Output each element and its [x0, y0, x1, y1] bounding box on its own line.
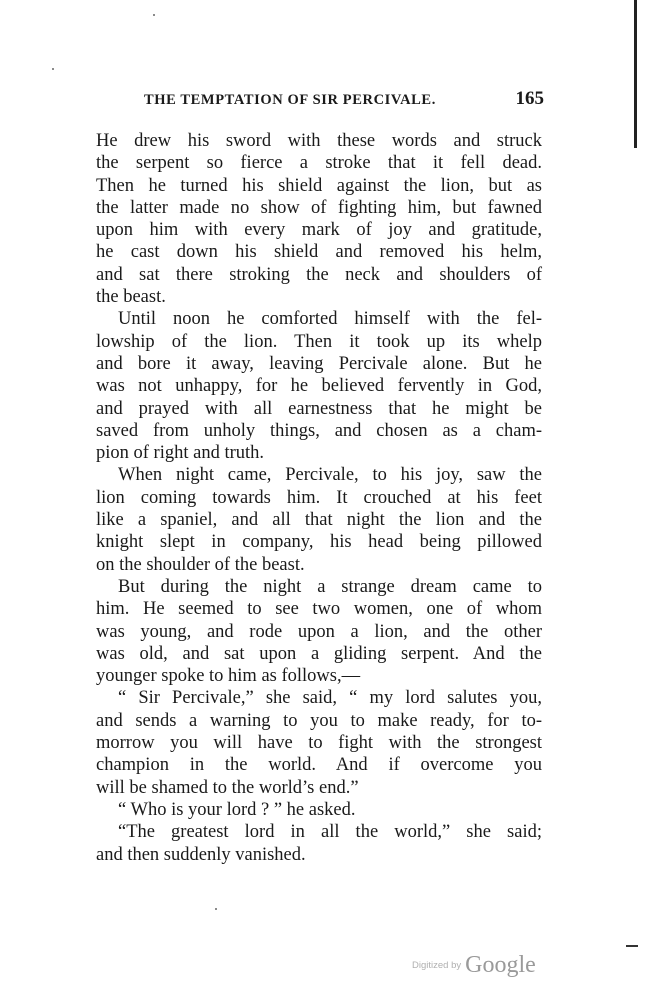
text-line: lowship of the lion. Then it took up its whelp — [96, 331, 542, 352]
text-line: was old, and sat upon a gliding serpent. And the — [96, 643, 542, 664]
text-line: the beast. — [96, 287, 166, 308]
margin-mark — [626, 945, 638, 947]
watermark-prefix: Digitized by — [412, 960, 462, 971]
page-edge-line — [634, 0, 637, 148]
running-title: THE TEMPTATION OF SIR PERCIVALE. — [144, 92, 436, 108]
text-line: He drew his sword with these words and struck — [96, 131, 542, 151]
text-line: him. He seemed to see two women, one of whom — [96, 599, 542, 620]
text-line: saved from unholy things, and chosen as a cham- — [96, 420, 542, 441]
text-line: the latter made no show of fighting him, but fawned — [96, 197, 542, 218]
text-line: the serpent so fierce a stroke that it fell dead. — [96, 153, 542, 174]
text-line: “ Sir Percivale,” she said, “ my lord salutes you, — [118, 688, 542, 709]
text-line: will be shamed to the world’s end.” — [96, 777, 359, 798]
text-line: Then he turned his shield against the lion, but as — [96, 175, 542, 196]
text-line: was not unhappy, for he believed fervently in God, — [96, 376, 542, 397]
text-line: But during the night a strange dream came to — [118, 576, 542, 597]
text-line: Until noon he comforted himself with the fel- — [118, 309, 542, 330]
text-line: pion of right and truth. — [96, 443, 265, 464]
text-line: and bore it away, leaving Percivale alone. But he — [96, 353, 542, 374]
text-line: champion in the world. And if overcome you — [96, 755, 542, 776]
watermark-brand-logo: Google — [465, 952, 536, 978]
page-number: 165 — [515, 88, 544, 109]
digitized-watermark — [412, 952, 536, 979]
text-line: and then suddenly vanished. — [96, 844, 306, 865]
scan-speck — [52, 68, 54, 70]
body-text — [96, 130, 542, 866]
text-line: like a spaniel, and all that night the lion and the — [96, 510, 542, 531]
text-line: and sat there stroking the neck and shoulders of — [96, 264, 542, 285]
text-line: younger spoke to him as follows,— — [96, 666, 361, 687]
text-line: and sends a warning to you to make ready, for to- — [96, 710, 542, 731]
page-header — [144, 88, 544, 114]
scan-speck — [215, 908, 217, 910]
text-line: lion coming towards him. It crouched at his feet — [96, 487, 542, 508]
text-line: was young, and rode upon a lion, and the other — [96, 621, 542, 642]
text-line: When night came, Percivale, to his joy, saw the — [118, 465, 542, 486]
text-line: upon him with every mark of joy and gratitude, — [96, 220, 542, 241]
text-line: morrow you will have to fight with the strongest — [96, 733, 542, 754]
text-line: on the shoulder of the beast. — [96, 554, 305, 575]
text-line: “ Who is your lord ? ” he asked. — [118, 799, 356, 820]
text-line: and prayed with all earnestness that he might be — [96, 398, 542, 419]
text-line: knight slept in company, his head being pillowed — [96, 532, 542, 553]
text-line: he cast down his shield and removed his helm, — [96, 242, 542, 263]
scan-speck — [153, 14, 155, 16]
text-line: “The greatest lord in all the world,” she said; — [118, 822, 542, 843]
